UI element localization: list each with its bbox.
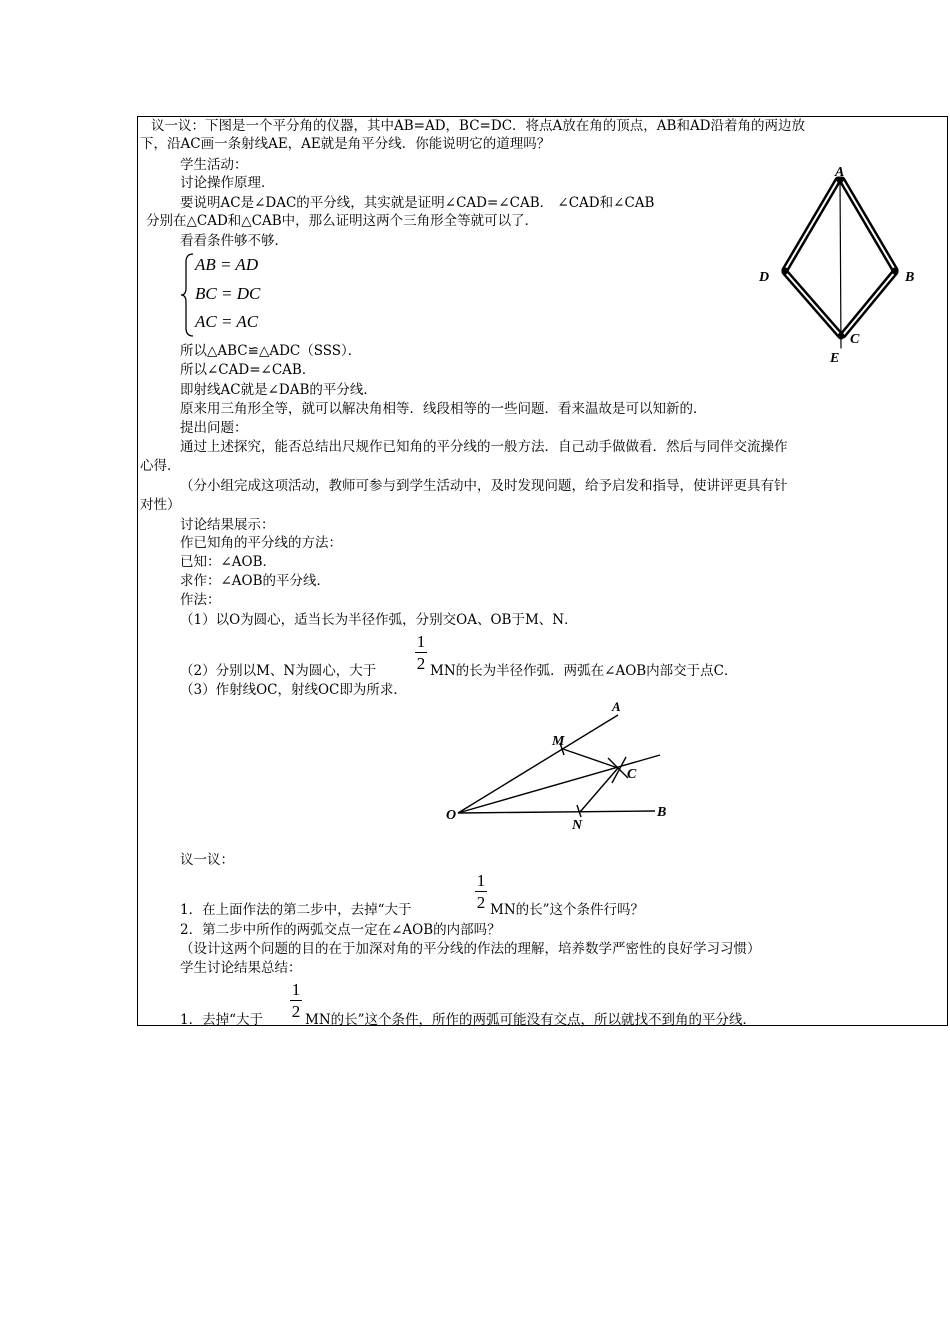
text-line: （1）以O为圆心，适当长为半径作弧，分别交OA、OB于M、N．: [180, 612, 578, 628]
text-line: （2）分别以M、N为圆心，大于: [180, 663, 377, 679]
text-line: 心得．: [140, 458, 181, 474]
equation: AB = AD: [195, 255, 259, 274]
label-B: B: [657, 805, 667, 820]
text-line: 所以△ABC≌△ADC（SSS）．: [180, 343, 362, 359]
label-E: E: [830, 351, 840, 366]
text-line: 学生讨论结果总结：: [180, 960, 302, 976]
label-A: A: [835, 165, 845, 180]
label-C: C: [850, 332, 860, 347]
equation: BC = DC: [195, 284, 261, 303]
text-line: 学生活动：: [180, 157, 248, 173]
equation: AC = AC: [195, 312, 259, 331]
text-line: （3）作射线OC，射线OC即为所求．: [180, 682, 407, 698]
text-line: MN的长”这个条件行吗？: [490, 902, 645, 918]
text-line: 原来用三角形全等，就可以解决角相等．线段相等的一些问题．看来温故是可以知新的．: [180, 401, 707, 417]
angle-construction-figure: [440, 695, 680, 835]
label-A: A: [612, 699, 621, 714]
label-C: C: [627, 767, 637, 782]
text-line: MN的长”这个条件，所作的两弧可能没有交点，所以就找不到角的平分线．: [305, 1012, 757, 1028]
text-line: 1．在上面作法的第二步中，去掉“大于: [180, 902, 412, 918]
fraction-half: 1 2: [416, 632, 426, 673]
text-line: 要说明AC是∠DAC的平分线，其实就是证明∠CAD=∠CAB． ∠CAD和∠CAB: [180, 195, 655, 211]
text-line: 下，沿AC画一条射线AE，AE就是角平分线．你能说明它的道理吗？: [140, 136, 551, 152]
text-line: MN的长为半径作弧．两弧在∠AOB内部交于点C．: [430, 663, 738, 679]
fraction-half: 1 2: [291, 980, 301, 1021]
brace-icon: [180, 252, 196, 338]
text-line: 讨论结果展示：: [180, 517, 275, 533]
label-M: M: [552, 734, 565, 749]
text-line: 1．去掉“大于: [180, 1012, 263, 1028]
text-line: 议一议：下图是一个平分角的仪器，其中AB=AD，BC=DC．将点A放在角的顶点，AB和AD沿着角的两边放: [151, 118, 806, 134]
text-line: 2．第二步中所作的两弧交点一定在∠AOB的内部吗？: [180, 922, 501, 938]
label-O: O: [446, 808, 457, 823]
fraction-half: 1 2: [476, 871, 486, 912]
text-line: 作法：: [180, 592, 221, 608]
label-D: D: [759, 270, 770, 285]
text-line: 求作：∠AOB的平分线．: [180, 573, 331, 589]
label-B: B: [905, 270, 915, 285]
text-line: 已知：∠AOB．: [180, 554, 277, 570]
text-line: 通过上述探究，能否总结出尺规作已知角的平分线的一般方法．自己动手做做看．然后与同伴交流操作: [180, 439, 788, 455]
text-line: （分小组完成这项活动，教师可参与到学生活动中，及时发现问题，给予启发和指导，使讲评更具有针: [180, 478, 788, 494]
text-line: 提出问题：: [180, 420, 248, 436]
text-line: 对性）: [140, 497, 181, 513]
bisector-instrument-figure: [755, 160, 930, 370]
text-line: 所以∠CAD=∠CAB．: [180, 362, 316, 378]
text-line: （设计这两个问题的目的在于加深对角的平分线的作法的理解，培养数学严密性的良好学习习惯）: [180, 941, 761, 957]
label-N: N: [572, 818, 583, 833]
text-line: 讨论操作原理．: [180, 175, 275, 191]
text-line: 即射线AC就是∠DAB的平分线．: [180, 382, 377, 398]
text-line: 议一议：: [180, 852, 234, 868]
text-line: 作已知角的平分线的方法：: [180, 535, 342, 551]
text-line: 分别在△CAD和△CAB中，那么证明这两个三角形全等就可以了．: [146, 213, 539, 229]
text-line: 看看条件够不够．: [180, 233, 288, 249]
